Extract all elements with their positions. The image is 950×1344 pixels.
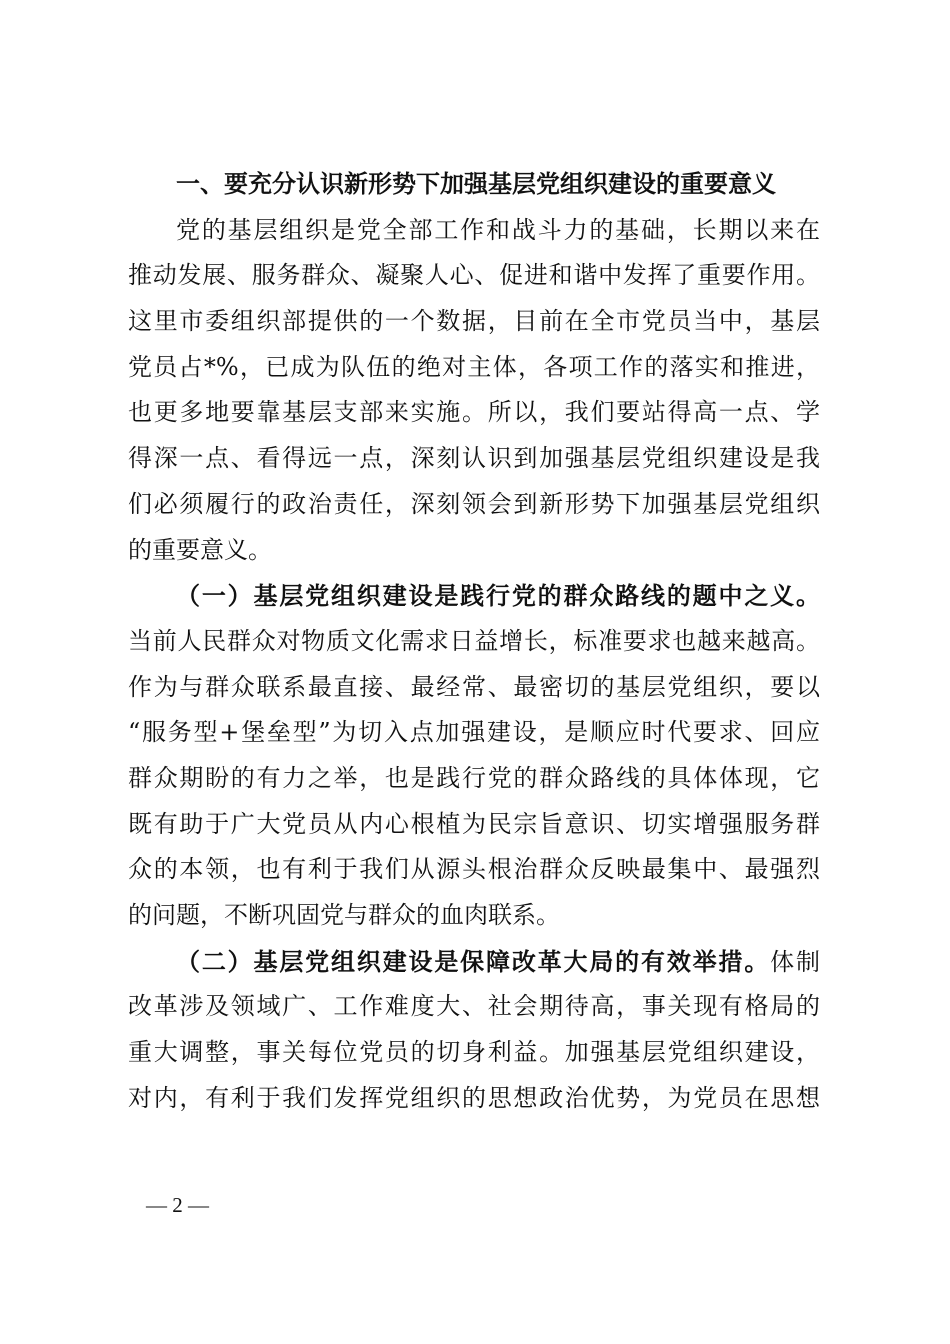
paragraph-line: 党的基层组织是党全部工作和战斗力的基础，长期以来在: [176, 215, 820, 244]
section-heading: 一、要充分认识新形势下加强基层党组织建设的重要意义: [176, 170, 776, 198]
point-two-first-line: [128, 939, 820, 985]
paragraph-line: 得深一点、看得远一点，深刻认识到加强基层党组织建设是我: [128, 444, 820, 473]
page-number: — 2 —: [146, 1193, 209, 1217]
paragraph-line: 的问题，不断巩固党与群众的血肉联系。: [128, 901, 560, 929]
paragraph-line: 作为与群众联系最直接、最经常、最密切的基层党组织，要以: [128, 672, 820, 701]
paragraph-line: 也更多地要靠基层支部来实施。所以，我们要站得高一点、学: [128, 398, 820, 427]
paragraph-line: 群众期盼的有力之举，也是践行党的群众路线的具体体现，它: [128, 763, 820, 792]
document-body: [128, 162, 820, 1121]
paragraph-line: 当前人民群众对物质文化需求日益增长，标准要求也越来越高。: [128, 626, 820, 655]
paragraph-line: 重大调整，事关每位党员的切身利益。加强基层党组织建设，: [128, 1038, 820, 1067]
paragraph-line: 这里市委组织部提供的一个数据，目前在全市党员当中，基层: [128, 307, 820, 336]
point-two-title-tail: 体制: [770, 947, 821, 976]
paragraph-line: 改革涉及领域广、工作难度大、社会期待高，事关现有格局的: [128, 992, 820, 1021]
paragraph-line: 对内，有利于我们发挥党组织的思想政治优势，为党员在思想: [128, 1083, 820, 1112]
paragraph-line: 党员占*%，已成为队伍的绝对主体，各项工作的落实和推进，: [128, 352, 820, 381]
point-two-title: （二）基层党组织建设是保障改革大局的有效举措。: [176, 946, 771, 976]
intro-paragraph: [128, 208, 820, 574]
point-one-paragraph: [128, 573, 820, 939]
paragraph-line: 推动发展、服务群众、凝聚人心、促进和谐中发挥了重要作用。: [128, 261, 820, 290]
paragraph-line: 的重要意义。: [128, 535, 272, 564]
paragraph-line: 众的本领，也有利于我们从源头根治群众反映最集中、最强烈: [128, 855, 820, 884]
paragraph-line: 既有助于广大党员从内心根植为民宗旨意识、切实增强服务群: [128, 809, 820, 838]
point-two-paragraph: [128, 939, 820, 1122]
point-one-title: （一）基层党组织建设是践行党的群众路线的题中之义。: [176, 581, 820, 611]
paragraph-line: 们必须履行的政治责任，深刻领会到新形势下加强基层党组织: [128, 489, 820, 518]
paragraph-line: “服务型+堡垒型”为切入点加强建设，是顺应时代要求、回应: [128, 718, 820, 747]
